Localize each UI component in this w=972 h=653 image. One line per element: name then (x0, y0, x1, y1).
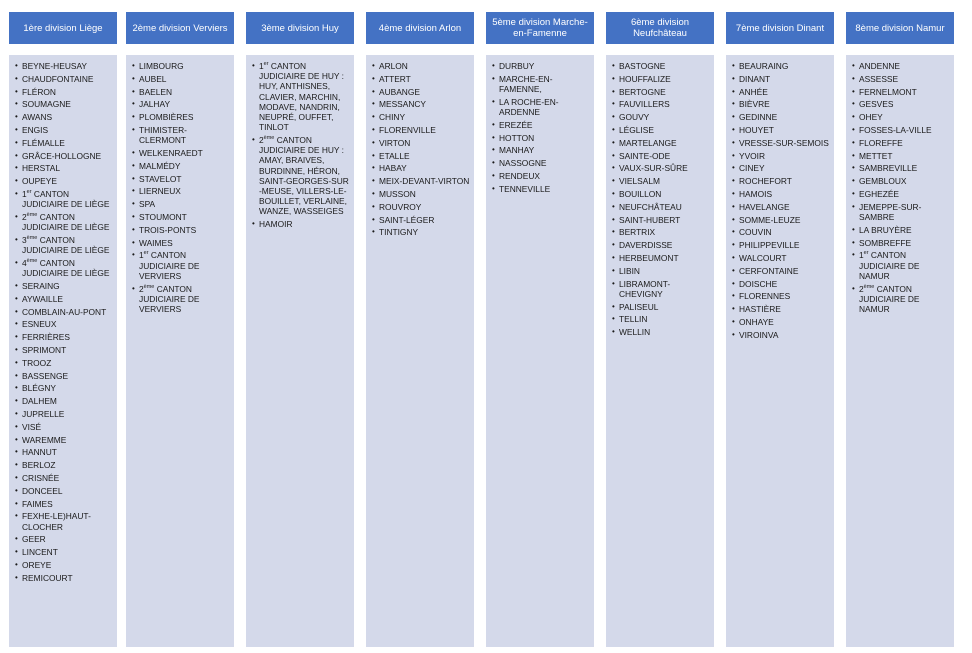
list-item: • GEMBLOUX (852, 176, 950, 186)
list-item: • VRESSE-SUR-SEMOIS (732, 138, 830, 148)
list-item: • ATTERT (372, 74, 470, 84)
list-item: • FERRIÈRES (15, 332, 113, 342)
list-item: • BEYNE-HEUSAY (15, 61, 113, 71)
list-item: • WALCOURT (732, 253, 830, 263)
list-item: • OHEY (852, 112, 950, 122)
list-item: • LIMBOURG (132, 61, 230, 71)
list-item: • PHILIPPEVILLE (732, 240, 830, 250)
list-item: • BERTOGNE (612, 87, 710, 97)
canton-label: CANTON JUDICIAIRE DE LIÈGE (22, 211, 110, 233)
list-item: • HABAY (372, 163, 470, 173)
list-item: • HASTIÈRE (732, 304, 830, 314)
list-item: • JALHAY (132, 99, 230, 109)
list-item: • BASSENGE (15, 371, 113, 381)
list-item: • OREYE (15, 560, 113, 570)
list-item: • HERSTAL (15, 163, 113, 173)
list-item: • FOSSES-LA-VILLE (852, 125, 950, 135)
list-item: • DONCEEL (15, 486, 113, 496)
canton-label: CANTON JUDICIAIRE DE HUY : AMAY, BRAIVES, BURDINNE, HÉRON, SAINT-GEORGES-SUR -MEUSE, VILLERS-LE-BOUILLET, VERLAINE, WANZE, WASSEIGES (259, 135, 349, 217)
list-item: • BERTRIX (612, 227, 710, 237)
canton-label: CANTON JUDICIAIRE DE HUY : HUY, ANTHISNES, CLAVIER, MARCHIN, MODAVE, NANDRIN, NEUPRÉ, OUFFET, TINLOT (259, 61, 345, 133)
list-item: • VAUX-SUR-SÛRE (612, 163, 710, 173)
list-item: • MANHAY (492, 145, 590, 155)
division-list-panel (726, 55, 834, 647)
canton-number: 1 (139, 250, 144, 261)
ordinal-suffix: ème (143, 283, 155, 290)
list-item: • TROOZ (15, 358, 113, 368)
list-item: • MEIX-DEVANT-VIRTON (372, 176, 470, 186)
division-list-panel (606, 55, 714, 647)
canton-number: 1 (259, 61, 264, 71)
list-item: • LÉGLISE (612, 125, 710, 135)
list-item: • NASSOGNE (492, 158, 590, 168)
list-item: • SPA (132, 199, 230, 209)
list-item: • GOUVY (612, 112, 710, 122)
ordinal-suffix: ème (263, 135, 275, 142)
list-item: • LIBIN (612, 266, 710, 276)
list-item: • LIBRAMONT-CHEVIGNY (612, 279, 710, 299)
list-item: • EREZÉE (492, 120, 590, 130)
list-item: • SOMME-LEUZE (732, 215, 830, 225)
list-item (252, 61, 350, 132)
list-item (15, 189, 113, 209)
list-item: • FLORENNES (732, 291, 830, 301)
division-header: 6ème division Neufchâteau (606, 12, 714, 44)
list-item: • DAVERDISSE (612, 240, 710, 250)
list-item (852, 284, 950, 315)
list-item: • FLOREFFE (852, 138, 950, 148)
commune-list (372, 61, 470, 238)
list-item: • FLORENVILLE (372, 125, 470, 135)
canton-label: CANTON JUDICIAIRE DE LIÈGE (22, 188, 110, 210)
list-item: • HAMOIS (732, 189, 830, 199)
list-item: • VIROINVA (732, 330, 830, 340)
list-item: • SERAING (15, 281, 113, 291)
list-item: • MALMÉDY (132, 161, 230, 171)
list-item: • TROIS-PONTS (132, 225, 230, 235)
list-item: • FAUVILLERS (612, 99, 710, 109)
list-item (15, 212, 113, 232)
list-item: • COMBLAIN-AU-PONT (15, 307, 113, 317)
list-item: • FERNELMONT (852, 87, 950, 97)
list-item (132, 284, 230, 315)
list-item: • WELKENRAEDT (132, 148, 230, 158)
commune-list (15, 61, 113, 583)
commune-list (252, 61, 350, 229)
list-item: • CERFONTAINE (732, 266, 830, 276)
list-item: • ANHÉE (732, 87, 830, 97)
canton-number: 1 (22, 188, 27, 199)
division-header: 5ème division Marche-en-Famenne (486, 12, 594, 44)
ordinal-suffix: ème (26, 258, 38, 265)
list-item: • DOISCHE (732, 279, 830, 289)
list-item: • AWANS (15, 112, 113, 122)
list-item: • OUPEYE (15, 176, 113, 186)
list-item: • MARCHE-EN-FAMENNE, (492, 74, 590, 94)
division-header: 8ème division Namur (846, 12, 954, 44)
list-item: • FAIMES (15, 499, 113, 509)
list-item: • AUBEL (132, 74, 230, 84)
list-item: • ANDENNE (852, 61, 950, 71)
list-item: • BEAURAING (732, 61, 830, 71)
canton-number: 3 (22, 234, 27, 245)
canton-number: 2 (259, 135, 264, 146)
list-item: • BERLOZ (15, 460, 113, 470)
list-item: • AUBANGE (372, 87, 470, 97)
list-item: • GRÂCE-HOLLOGNE (15, 151, 113, 161)
list-item: • BOUILLON (612, 189, 710, 199)
list-item: • ETALLE (372, 151, 470, 161)
division-header: 3ème division Huy (246, 12, 354, 44)
list-item: • PLOMBIÈRES (132, 112, 230, 122)
canton-number: 2 (22, 211, 27, 222)
list-item: • HOUFFALIZE (612, 74, 710, 84)
list-item: • AYWAILLE (15, 294, 113, 304)
list-item: • VIRTON (372, 138, 470, 148)
list-item: • NEUFCHÂTEAU (612, 202, 710, 212)
list-item: • HAVELANGE (732, 202, 830, 212)
commune-list (732, 61, 830, 340)
list-item: • ROUVROY (372, 202, 470, 212)
list-item: • DINANT (732, 74, 830, 84)
ordinal-suffix: er (26, 189, 32, 196)
canton-label: CANTON JUDICIAIRE DE VERVIERS (139, 250, 200, 281)
list-item (252, 135, 350, 217)
division-list-panel (846, 55, 954, 647)
ordinal-suffix: ème (863, 283, 875, 290)
list-item: • STAVELOT (132, 174, 230, 184)
list-item: • TENNEVILLE (492, 184, 590, 194)
list-item: • REMICOURT (15, 573, 113, 583)
list-item: • SAINT-HUBERT (612, 215, 710, 225)
list-item: • RENDEUX (492, 171, 590, 181)
list-item: • WAIMES (132, 238, 230, 248)
division-list-panel (126, 55, 234, 647)
list-item: • SAINT-LÉGER (372, 215, 470, 225)
list-item: • CINEY (732, 163, 830, 173)
division-header: 2ème division Verviers (126, 12, 234, 44)
canton-number: 1 (859, 250, 864, 261)
division-header: 4ème division Arlon (366, 12, 474, 44)
list-item: • GEER (15, 534, 113, 544)
list-item: • JUPRELLE (15, 409, 113, 419)
list-item: • FLÉMALLE (15, 138, 113, 148)
list-item: • ARLON (372, 61, 470, 71)
list-item: • METTET (852, 151, 950, 161)
list-item: • GESVES (852, 99, 950, 109)
list-item: • HERBEUMONT (612, 253, 710, 263)
list-item: • THIMISTER-CLERMONT (132, 125, 230, 145)
ordinal-suffix: ème (26, 212, 38, 219)
list-item: • YVOIR (732, 151, 830, 161)
list-item: • WELLIN (612, 327, 710, 337)
ordinal-suffix: er (143, 250, 149, 257)
division-list-panel (486, 55, 594, 647)
list-item: • FLÉRON (15, 87, 113, 97)
canton-label: CANTON JUDICIAIRE DE LIÈGE (22, 234, 110, 256)
list-item (15, 258, 113, 278)
commune-list (852, 61, 950, 314)
list-item: • FEXHE-LE)HAUT-CLOCHER (15, 511, 113, 531)
list-item: • CHINY (372, 112, 470, 122)
list-item: • SPRIMONT (15, 345, 113, 355)
list-item: • ESNEUX (15, 319, 113, 329)
commune-list (612, 61, 710, 337)
list-item: • DALHEM (15, 396, 113, 406)
list-item: • BLÉGNY (15, 383, 113, 393)
list-item (15, 235, 113, 255)
ordinal-suffix: er (863, 250, 869, 257)
list-item: • SAMBREVILLE (852, 163, 950, 173)
list-item: • EGHEZÉE (852, 189, 950, 199)
list-item: • HOTTON (492, 133, 590, 143)
list-item: • LA BRUYÈRE (852, 225, 950, 235)
list-item: • BIÈVRE (732, 99, 830, 109)
canton-label: CANTON JUDICIAIRE DE NAMUR (859, 283, 920, 314)
list-item: • MESSANCY (372, 99, 470, 109)
division-header: 7ème division Dinant (726, 12, 834, 44)
list-item (852, 250, 950, 281)
list-item: • LIERNEUX (132, 186, 230, 196)
list-item: • VIELSALM (612, 176, 710, 186)
list-item: • BASTOGNE (612, 61, 710, 71)
list-item: • ONHAYE (732, 317, 830, 327)
list-item: • TELLIN (612, 314, 710, 324)
list-item: • VISÉ (15, 422, 113, 432)
list-item: • SAINTE-ODE (612, 151, 710, 161)
canton-label: CANTON JUDICIAIRE DE VERVIERS (139, 283, 200, 314)
list-item: • ASSESSE (852, 74, 950, 84)
list-item: • MUSSON (372, 189, 470, 199)
commune-list (132, 61, 230, 314)
list-item: • ROCHEFORT (732, 176, 830, 186)
list-item: • COUVIN (732, 227, 830, 237)
canton-number: 4 (22, 257, 27, 268)
list-item: • CRISNÉE (15, 473, 113, 483)
list-item: • CHAUDFONTAINE (15, 74, 113, 84)
division-header: 1ère division Liège (9, 12, 117, 44)
list-item: • DURBUY (492, 61, 590, 71)
division-list-panel (366, 55, 474, 647)
list-item: • LINCENT (15, 547, 113, 557)
list-item (132, 250, 230, 281)
list-item: • JEMEPPE-SUR-SAMBRE (852, 202, 950, 222)
list-item: • MARTELANGE (612, 138, 710, 148)
division-list-panel (246, 55, 354, 647)
list-item: • GEDINNE (732, 112, 830, 122)
list-item: • BAELEN (132, 87, 230, 97)
list-item: • SOMBREFFE (852, 238, 950, 248)
ordinal-suffix: ème (26, 235, 38, 242)
list-item: • LA ROCHE-EN-ARDENNE (492, 97, 590, 117)
ordinal-suffix: er (263, 61, 269, 68)
list-item: • WAREMME (15, 435, 113, 445)
list-item: • HANNUT (15, 447, 113, 457)
canton-label: CANTON JUDICIAIRE DE LIÈGE (22, 257, 110, 279)
list-item: • SOUMAGNE (15, 99, 113, 109)
list-item: • TINTIGNY (372, 227, 470, 237)
division-list-panel (9, 55, 117, 647)
canton-number: 2 (139, 283, 144, 294)
list-item: • ENGIS (15, 125, 113, 135)
commune-list (492, 61, 590, 194)
list-item: • PALISEUL (612, 302, 710, 312)
canton-label: CANTON JUDICIAIRE DE NAMUR (859, 250, 920, 281)
canton-number: 2 (859, 283, 864, 294)
list-item: • STOUMONT (132, 212, 230, 222)
list-item: • HOUYET (732, 125, 830, 135)
list-item: • HAMOIR (252, 219, 350, 229)
